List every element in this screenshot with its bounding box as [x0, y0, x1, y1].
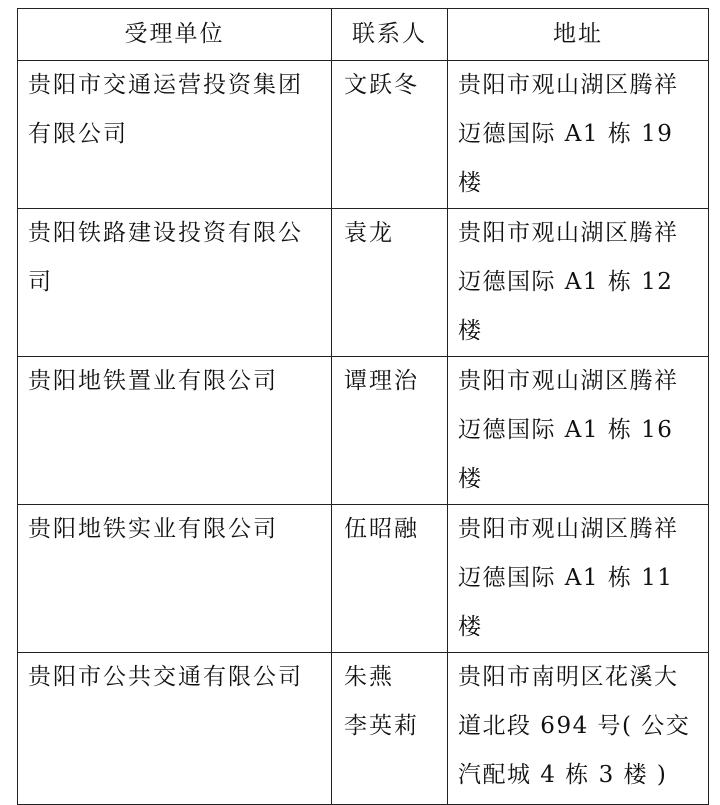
- table-row: [18, 357, 709, 505]
- address-cell: 贵阳市观山湖区腾祥迈德国际 A1 栋 12 楼: [448, 209, 709, 357]
- unit-cell: 贵阳地铁实业有限公司: [18, 505, 332, 653]
- contact-cell: [332, 505, 448, 653]
- contact-name: 朱燕: [344, 664, 394, 690]
- header-address: 地址: [448, 9, 709, 61]
- contact-cell: [332, 653, 448, 805]
- address-cell: 贵阳市南明区花溪大道北段 694 号( 公交汽配城 4 栋 3 楼 ): [448, 653, 709, 805]
- contact-cell: [332, 209, 448, 357]
- contact-cell: [332, 61, 448, 209]
- address-cell: 贵阳市观山湖区腾祥迈德国际 A1 栋 16 楼: [448, 357, 709, 505]
- address-cell: 贵阳市观山湖区腾祥迈德国际 A1 栋 19 楼: [448, 61, 709, 209]
- contact-cell: [332, 357, 448, 505]
- contact-name: 谭理治: [344, 368, 419, 394]
- contact-name: 文跃冬: [344, 72, 419, 98]
- address-cell: 贵阳市观山湖区腾祥迈德国际 A1 栋 11 楼: [448, 505, 709, 653]
- table-row: [18, 505, 709, 653]
- contact-name: 袁龙: [344, 220, 394, 246]
- contact-table: [17, 8, 709, 805]
- unit-cell: 贵阳地铁置业有限公司: [18, 357, 332, 505]
- unit-cell: 贵阳铁路建设投资有限公司: [18, 209, 332, 357]
- table-row: [18, 653, 709, 805]
- header-unit: 受理单位: [18, 9, 332, 61]
- table-row: [18, 209, 709, 357]
- table-header-row: [18, 9, 709, 61]
- contact-name: 李英莉: [344, 713, 419, 739]
- contact-name: 伍昭融: [344, 516, 419, 542]
- header-contact: 联系人: [332, 9, 448, 61]
- unit-cell: 贵阳市公共交通有限公司: [18, 653, 332, 805]
- table-row: [18, 61, 709, 209]
- unit-cell: 贵阳市交通运营投资集团有限公司: [18, 61, 332, 209]
